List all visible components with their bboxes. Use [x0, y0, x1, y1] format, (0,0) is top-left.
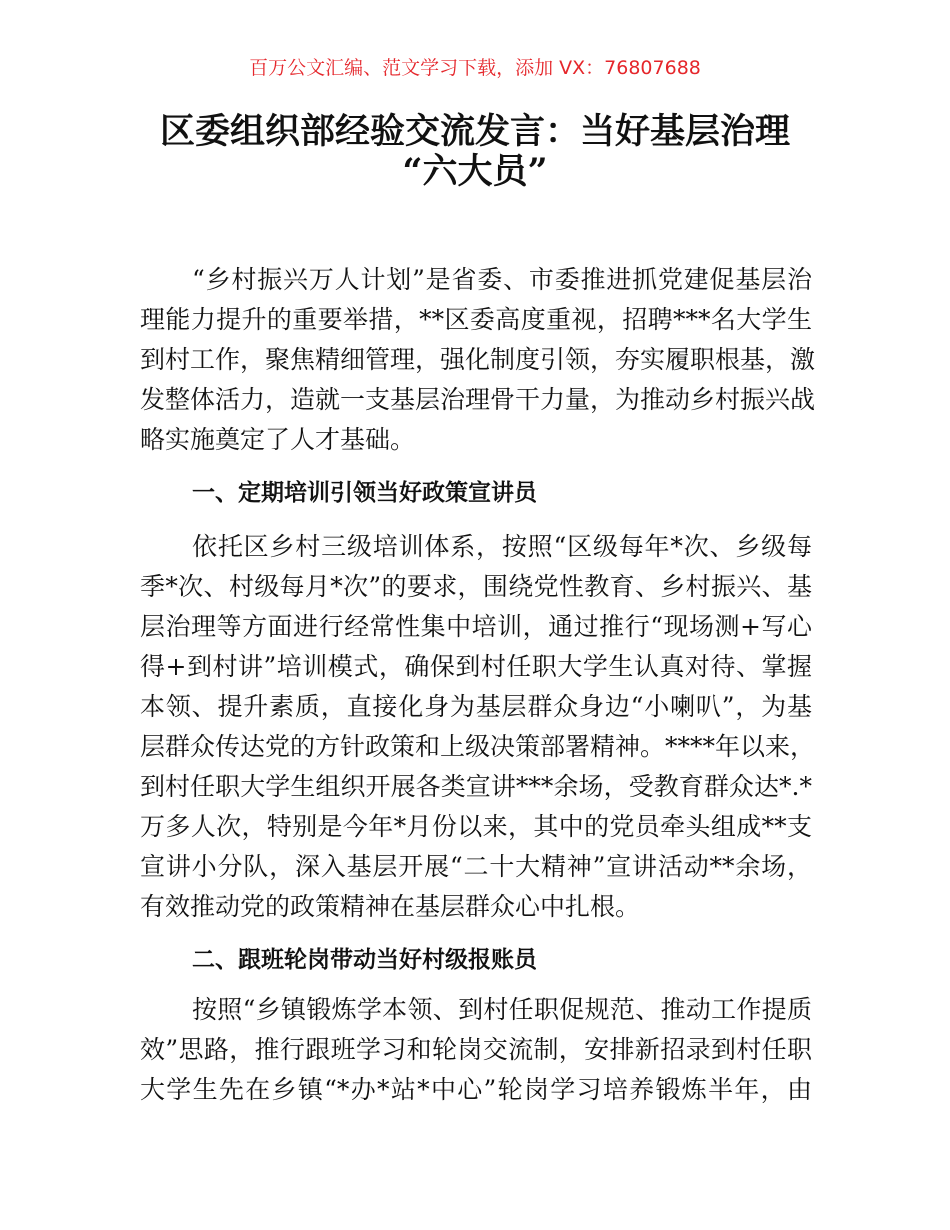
- text-line: 效”思路，推行跟班学习和轮岗交流制，安排新招录到村任职: [140, 1035, 812, 1064]
- section-heading-1: 一、定期培训引领当好政策宣讲员: [192, 480, 537, 506]
- text-line: 本领、提升素质，直接化身为基层群众身边“小喇叭”，为基: [140, 692, 812, 721]
- text-line: 宣讲小分队，深入基层开展“二十大精神”宣讲活动**余场，: [140, 852, 812, 881]
- text-line: 层群众传达党的方针政策和上级决策部署精神。****年以来，: [140, 732, 816, 761]
- text-line: “乡村振兴万人计划”是省委、市委推进抓党建促基层治: [192, 265, 812, 294]
- section-heading-2: 二、跟班轮岗带动当好村级报账员: [192, 947, 537, 973]
- text-line: 大学生先在乡镇“*办*站*中心”轮岗学习培养锻炼半年，由: [140, 1075, 812, 1104]
- text-line: 依托区乡村三级培训体系，按照“区级每年*次、乡级每: [192, 532, 812, 561]
- watermark-banner: 百万公文汇编、范文学习下载，添加 VX：76807688: [249, 57, 701, 79]
- text-line: 有效推动党的政策精神在基层群众心中扎根。: [140, 892, 641, 921]
- text-line: 到村工作，聚焦精细管理，强化制度引领，夯实履职根基，激: [140, 345, 816, 374]
- text-line: 略实施奠定了人才基础。: [140, 425, 416, 454]
- text-line: 按照“乡镇锻炼学本领、到村任职促规范、推动工作提质: [192, 995, 812, 1024]
- document-title-line2: “六大员”: [402, 151, 548, 192]
- text-line: 季*次、村级每月*次”的要求，围绕党性教育、乡村振兴、基: [140, 572, 812, 601]
- text-line: 层治理等方面进行经常性集中培训，通过推行“现场测+写心: [140, 612, 812, 641]
- document-title-line1: 区委组织部经验交流发言：当好基层治理: [159, 111, 790, 152]
- text-line: 得+到村讲”培训模式，确保到村任职大学生认真对待、掌握: [140, 652, 812, 681]
- text-line: 理能力提升的重要举措，**区委高度重视，招聘***名大学生: [140, 305, 812, 334]
- text-line: 发整体活力，造就一支基层治理骨干力量，为推动乡村振兴战: [140, 385, 816, 414]
- text-line: 到村任职大学生组织开展各类宣讲***余场，受教育群众达*.*: [140, 772, 812, 801]
- text-line: 万多人次，特别是今年*月份以来，其中的党员牵头组成**支: [140, 812, 812, 841]
